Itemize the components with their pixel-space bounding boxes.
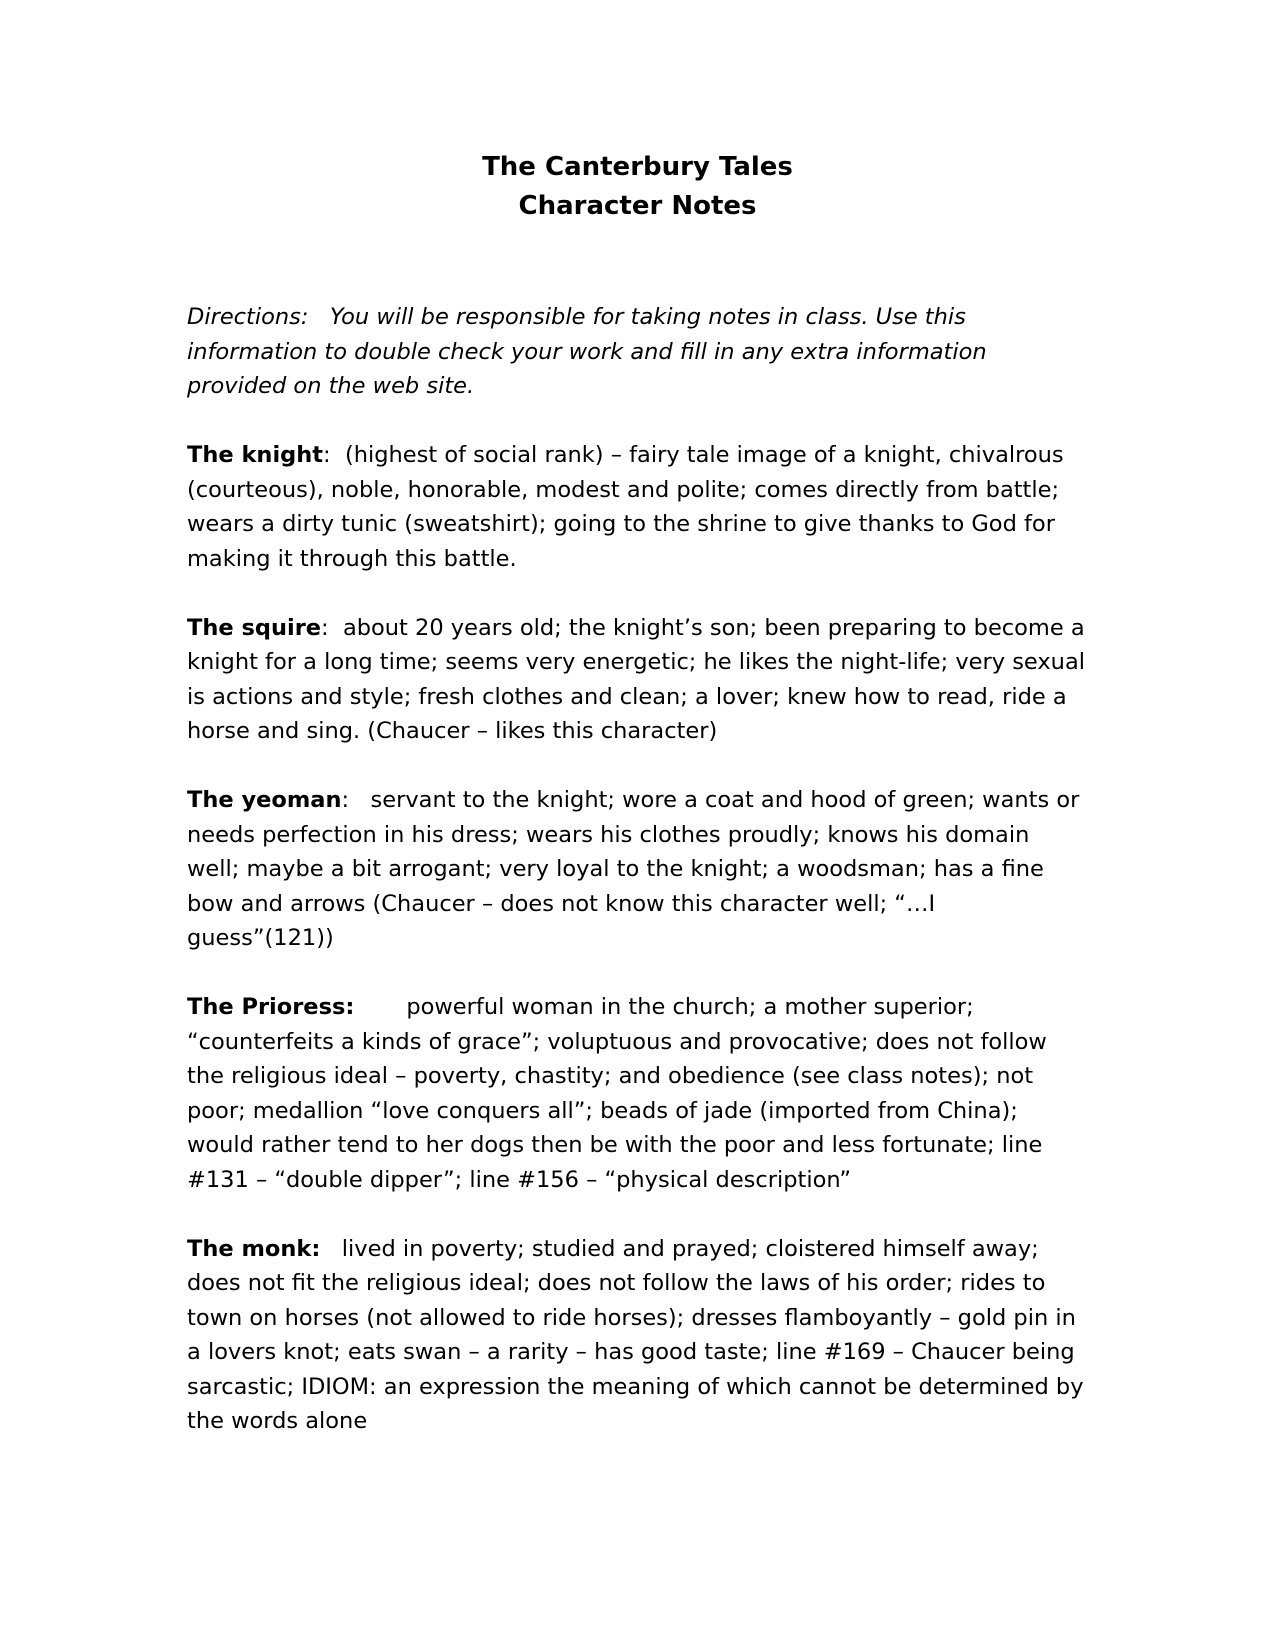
character-label: The knight: [187, 442, 324, 468]
document-body: [187, 300, 1093, 1473]
directions-paragraph: Directions: You will be responsible for taking notes in class. Use this information to double check your work and fill in any extra information provided on the web site.: [187, 304, 994, 399]
character-label: The Prioress:: [187, 994, 355, 1020]
character-description: servant to the knight; wore a coat and hood of green; wants or needs perfection in his dress; wears his clothes proudly; knows his domain well; maybe a bit arrogant; very loyal to the knight; a woodsman; has a fine bow and arrows (Chaucer – does not know this character well; “…I guess”(121)): [187, 787, 1087, 951]
character-separator: :: [341, 787, 350, 813]
character-label: The squire: [187, 614, 322, 641]
character-entry-monk: [187, 1232, 1091, 1439]
document-title: [0, 148, 1275, 226]
character-separator: :: [321, 614, 329, 641]
character-description: (highest of social rank) – fairy tale image of a knight, chivalrous (courteous), noble, honorable, modest and polite; comes directly from battle; wears a dirty tunic (sweatshirt); going to the shrine to give thanks to God for making it through this battle.: [187, 442, 1071, 572]
character-description: powerful woman in the church; a mother superior; “counterfeits a kinds of grace”; voluptuous and provocative; does not follow the religious ideal – poverty, chastity; and obedience (see class notes); not poor; medallion “love conquers all”; beads of jade (imported from China); would rather tend to her dogs then be with the poor and less fortunate; line #131 – “double dipper”; line #156 – “physical description”: [187, 994, 1054, 1193]
character-entry-yeoman: [187, 783, 1087, 956]
character-separator: :: [323, 442, 331, 468]
character-label: The monk:: [187, 1235, 321, 1262]
character-label: The yeoman: [187, 787, 342, 813]
title-line-2: Character Notes: [518, 191, 757, 221]
character-entry-squire: [187, 611, 1093, 749]
character-description: lived in poverty; studied and prayed; cloistered himself away; does not fit the religious ideal; does not follow the laws of his order; rides to town on horses (not allowed to ride horses); dresses flamboyantly – gold pin in a lovers knot; eats swan – a rarity – has good taste; line #169 – Chaucer being sarcastic; IDIOM: an expression the meaning of which cannot be determined by the words alone: [187, 1235, 1091, 1434]
character-entry-prioress: [187, 990, 1087, 1197]
title-line-1: The Canterbury Tales: [482, 152, 793, 182]
character-entry-knight: [187, 438, 1087, 576]
character-description: about 20 years old; the knight’s son; been preparing to become a knight for a long time; seems very energetic; he likes the night-life; very sexual is actions and style; fresh clothes and clean; a lover; knew how to read, ride a horse and sing. (Chaucer – likes this character): [187, 614, 1093, 744]
